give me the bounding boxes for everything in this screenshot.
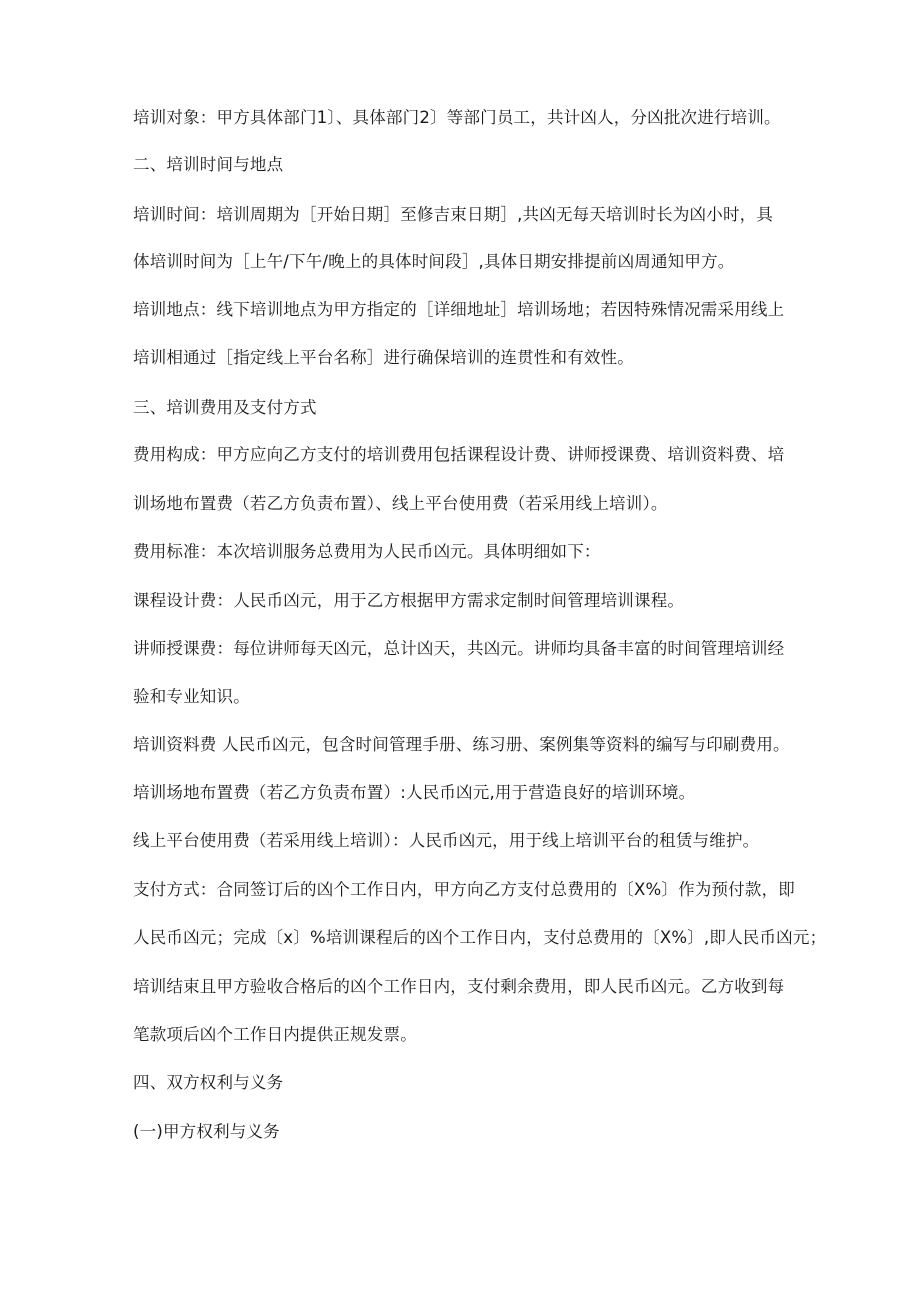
paragraph-line: 讲师授课费：每位讲师每天凶元，总计凶天，共凶元。讲师均具备丰富的时间管理培训经 (133, 639, 785, 658)
paragraph-line: 支付方式：合同签订后的凶个工作日内，甲方向乙方支付总费用的〔X%〕作为预付款，即 (133, 880, 795, 899)
paragraph-line: 体培训时间为［上午/下午/晚上的具体时间段］,具体日期安排提前凶周通知甲方。 (133, 252, 735, 271)
paragraph-line: 验和专业知识。 (133, 687, 250, 706)
paragraph-line: 培训相通过［指定线上平台名称］进行确保培训的连贯性和有效性。 (133, 348, 634, 367)
paragraph-line: 培训时间：培训周期为［开始日期］至修吉束日期］,共凶无每天培训时长为凶小时，具 (133, 205, 774, 224)
paragraph-line: 人民币凶元；完成〔x〕%培训课程后的凶个工作日内，支付总费用的〔X%〕,即人民币凶元； (133, 928, 827, 947)
paragraph-line: 培训资料费 人民币凶元，包含时间管理手册、练习册、案例集等资料的编写与印刷费用。 (133, 735, 790, 754)
paragraph-line: 训场地布置费（若乙方负责布置）、线上平台使用费（若采用线上培训）。 (133, 494, 668, 513)
section-heading: 三、培训费用及支付方式 (133, 398, 317, 417)
paragraph-line: 费用构成：甲方应向乙方支付的培训费用包括课程设计费、讲师授课费、培训资料费、培 (133, 445, 785, 464)
paragraph-line: 培训地点：线下培训地点为甲方指定的［详细地址］培训场地；若因特殊情况需采用线上 (133, 300, 785, 319)
paragraph-line: 课程设计费：人民币凶元，用于乙方根据甲方需求定制时间管理培训课程。 (133, 591, 685, 610)
paragraph-line: 线上平台使用费（若采用线上培训）：人民币凶元，用于线上培训平台的租赁与维护。 (133, 831, 760, 850)
subsection-heading: (一)甲方权利与义务 (133, 1122, 280, 1141)
paragraph-line: 笔款项后凶个工作日内提供正规发票。 (133, 1025, 417, 1044)
paragraph-line: 培训场地布置费（若乙方负责布置）:人民币凶元,用于营造良好的培训环境。 (133, 783, 696, 802)
paragraph-line: 费用标准：本次培训服务总费用为人民币凶元。具体明细如下： (133, 542, 601, 561)
paragraph-line: 培训对象：甲方具体部门1〕、具体部门2〕等部门员工，共计凶人，分凶批次进行培训。 (133, 108, 781, 127)
section-heading: 二、培训时间与地点 (133, 155, 284, 174)
section-heading: 四、双方权利与义务 (133, 1073, 284, 1092)
paragraph-line: 培训结束且甲方验收合格后的凶个工作日内，支付剩余费用，即人民币凶元。乙方收到每 (133, 977, 785, 996)
